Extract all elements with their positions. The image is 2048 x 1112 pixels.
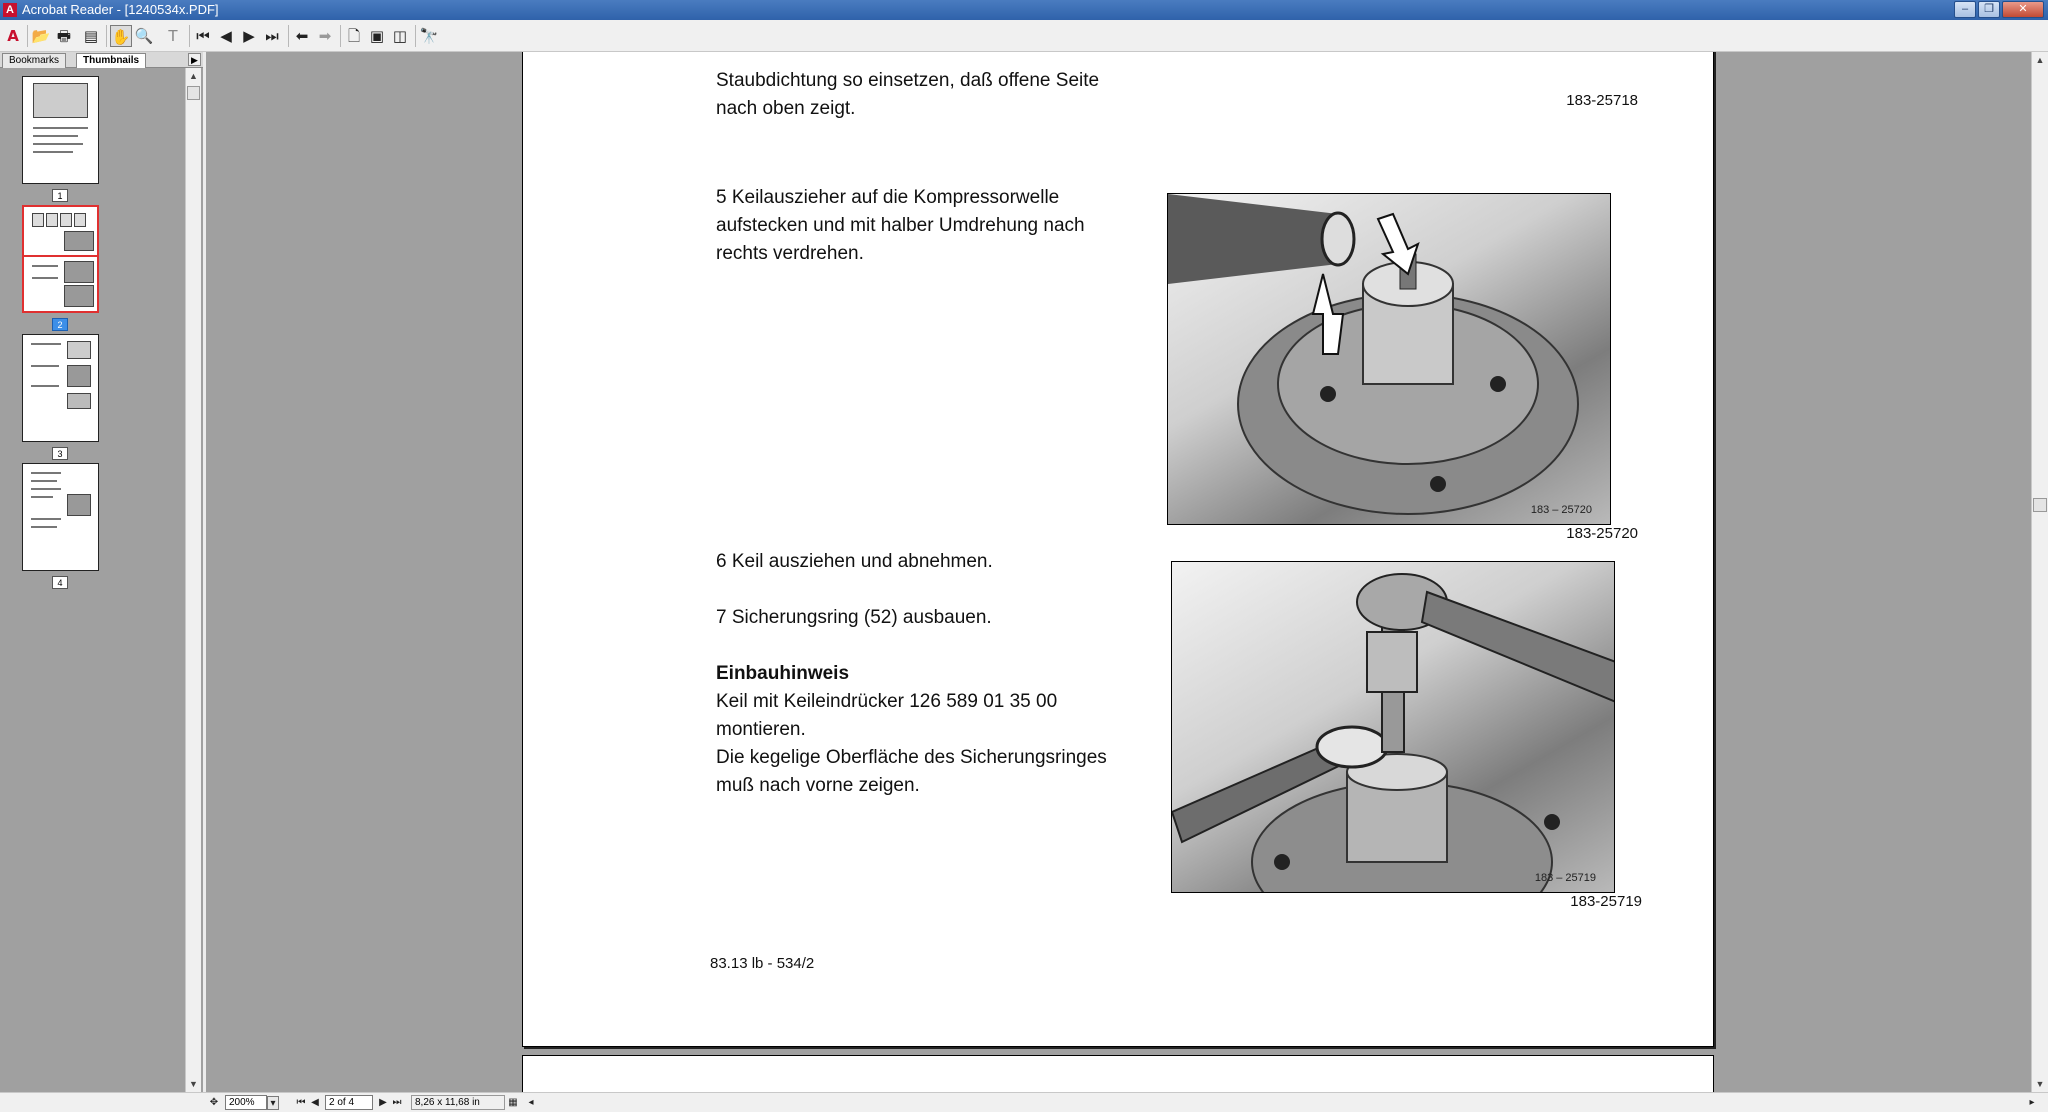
window-controls: [1954, 1, 2044, 18]
install-note-text: Die kegelige Oberfläche des Sicherungsringes: [716, 747, 1107, 768]
page-thumbnail-1[interactable]: [22, 76, 99, 184]
thumbnail-image: [74, 213, 86, 227]
scrollbar-thumb[interactable]: [187, 86, 200, 100]
figure-drawing: [1168, 194, 1611, 525]
thumbnail-text-line: [31, 526, 57, 528]
fit-width-icon[interactable]: ◫: [392, 27, 408, 45]
toolbar-separator: [288, 25, 289, 47]
visible-region-marker: [24, 255, 97, 257]
tab-thumbnails[interactable]: Thumbnails: [76, 53, 146, 68]
pdf-page: [522, 52, 1714, 1047]
thumbnails-scrollbar[interactable]: [185, 68, 201, 1092]
scroll-right-icon[interactable]: ▸: [2029, 1097, 2035, 1108]
figure-caption: 183-25719: [1570, 893, 1642, 910]
thumbnail-image: [32, 213, 44, 227]
fit-page-icon[interactable]: ▣: [369, 27, 385, 45]
thumbnail-image: [64, 285, 94, 307]
thumbnail-text-line: [33, 143, 83, 145]
page-text-line: nach oben zeigt.: [716, 98, 856, 119]
thumbnail-label: 2: [52, 318, 68, 331]
toolbar-separator: [27, 25, 28, 47]
zoom-tool-icon[interactable]: 🔍: [134, 27, 154, 45]
tab-bookmarks[interactable]: Bookmarks: [2, 53, 66, 68]
thumbnail-list: [0, 68, 185, 1092]
thumbnail-text-line: [33, 135, 78, 137]
step-5-text: aufstecken und mit halber Umdrehung nach: [716, 215, 1085, 236]
figure-code: 183 – 25719: [1534, 872, 1596, 884]
document-view: [206, 52, 2031, 1092]
scroll-up-icon[interactable]: ▲: [2035, 55, 2045, 65]
page-indicator[interactable]: 2 of 4: [325, 1095, 373, 1110]
scroll-down-icon[interactable]: ▼: [2035, 1079, 2045, 1089]
document-scrollbar[interactable]: [2031, 52, 2048, 1092]
install-note-text: muß nach vorne zeigen.: [716, 775, 920, 796]
first-page-icon[interactable]: ⏮: [296, 1097, 306, 1108]
thumbnail-label: 3: [52, 447, 68, 460]
toolbar-separator: [189, 25, 190, 47]
thumbnail-image: [67, 393, 91, 409]
thumbnail-image: [67, 494, 91, 516]
thumbnail-text-line: [31, 365, 59, 367]
page-thumbnail-2[interactable]: [22, 205, 99, 313]
thumbnail-text-line: [31, 518, 61, 520]
minimize-button[interactable]: –: [1954, 1, 1976, 18]
thumbnail-text-line: [32, 277, 58, 279]
next-page-icon[interactable]: ▶: [379, 1097, 387, 1108]
toolbar-separator: [340, 25, 341, 47]
install-note-text: montieren.: [716, 719, 806, 740]
figure-caption: 183-25720: [1566, 525, 1638, 542]
thumbnail-image: [60, 213, 72, 227]
select-text-icon[interactable]: T: [168, 27, 178, 45]
install-note-text: Keil mit Keileindrücker 126 589 01 35 00: [716, 691, 1058, 712]
print-icon[interactable]: 🖶: [56, 27, 72, 45]
thumbnail-label: 1: [52, 189, 68, 202]
move-icon[interactable]: ✥: [209, 1097, 219, 1108]
zoom-dropdown-icon[interactable]: ▾: [267, 1096, 279, 1110]
first-page-icon[interactable]: ⏮: [196, 27, 210, 45]
thumbnail-text-line: [32, 265, 58, 267]
figure-wedge-puller: [1167, 193, 1611, 525]
actual-size-icon[interactable]: 🗋: [347, 27, 361, 45]
navigation-pane: [0, 52, 203, 1092]
figure-ratchet-retaining-ring: [1171, 561, 1615, 893]
open-icon[interactable]: 📂: [31, 27, 51, 45]
last-page-icon[interactable]: ⏭: [265, 27, 279, 45]
figure-drawing: [1172, 562, 1615, 893]
scroll-down-icon[interactable]: ▼: [189, 1079, 198, 1089]
status-bar: [203, 1092, 2048, 1112]
page-thumbnail-4[interactable]: [22, 463, 99, 571]
page-size: 8,26 x 11,68 in: [411, 1095, 505, 1110]
navigation-pane-status: [0, 1092, 203, 1112]
figure-caption: 183-25718: [1566, 92, 1638, 109]
last-page-icon[interactable]: ⏭: [392, 1097, 402, 1108]
next-page-icon[interactable]: ▶: [243, 27, 255, 45]
step-5-text: rechts verdrehen.: [716, 243, 864, 264]
acrobat-app-icon: A: [3, 3, 17, 17]
thumbnail-text-line: [31, 488, 61, 490]
thumbnail-image: [64, 261, 94, 283]
thumbnail-image: [46, 213, 58, 227]
thumbnail-text-line: [31, 385, 59, 387]
thumbnail-text-line: [33, 151, 73, 153]
thumbnail-label: 4: [52, 576, 68, 589]
go-forward-icon[interactable]: ➡: [318, 27, 332, 45]
scroll-left-icon[interactable]: ◂: [528, 1097, 534, 1108]
thumbnail-text-line: [31, 472, 61, 474]
step-6-text: 6 Keil ausziehen und abnehmen.: [716, 551, 993, 572]
previous-page-icon[interactable]: ◀: [311, 1097, 319, 1108]
page-text-line: Staubdichtung so einsetzen, daß offene Seite: [716, 70, 1100, 91]
go-back-icon[interactable]: ⬅: [295, 27, 309, 45]
scroll-up-icon[interactable]: ▲: [189, 71, 198, 81]
find-icon[interactable]: 🔭: [419, 27, 439, 45]
thumbnail-text-line: [31, 480, 57, 482]
thumbnail-image: [67, 341, 91, 359]
close-button[interactable]: ✕: [2002, 1, 2044, 18]
pdf-page-next: [522, 1055, 1714, 1092]
toolbar: [0, 20, 2048, 52]
window-title: Acrobat Reader - [1240534x.PDF]: [22, 2, 219, 17]
install-note-heading: Einbauhinweis: [716, 663, 850, 684]
toolbar-separator: [106, 25, 107, 47]
step-7-text: 7 Sicherungsring (52) ausbauen.: [716, 607, 992, 628]
page-layout-icon[interactable]: ▦: [508, 1097, 518, 1108]
page-thumbnail-3[interactable]: [22, 334, 99, 442]
previous-page-icon[interactable]: ◀: [220, 27, 232, 45]
title-bar: [0, 0, 2048, 20]
thumbnail-image: [33, 83, 88, 118]
figure-code: 183 – 25720: [1530, 504, 1592, 516]
navigation-tabs: [0, 52, 203, 68]
step-5-text: 5 Keilauszieher auf die Kompressorwelle: [716, 187, 1060, 208]
thumbnail-image: [67, 365, 91, 387]
thumbnail-text-line: [31, 496, 53, 498]
acrobat-logo-icon: A: [7, 27, 19, 45]
toolbar-separator: [415, 25, 416, 47]
zoom-field[interactable]: 200%: [225, 1095, 267, 1110]
page-footer: 83.13 lb - 534/2: [710, 955, 815, 972]
thumbnail-text-line: [33, 127, 88, 129]
show-navigation-pane-icon[interactable]: ▤: [83, 27, 99, 45]
thumbnail-text-line: [31, 343, 61, 345]
thumbnail-image: [64, 231, 94, 251]
scrollbar-thumb[interactable]: [2033, 498, 2047, 512]
hand-tool-icon[interactable]: ✋: [110, 25, 132, 47]
restore-button[interactable]: ❐: [1978, 1, 2000, 18]
pane-options-icon[interactable]: ▶: [188, 53, 201, 66]
